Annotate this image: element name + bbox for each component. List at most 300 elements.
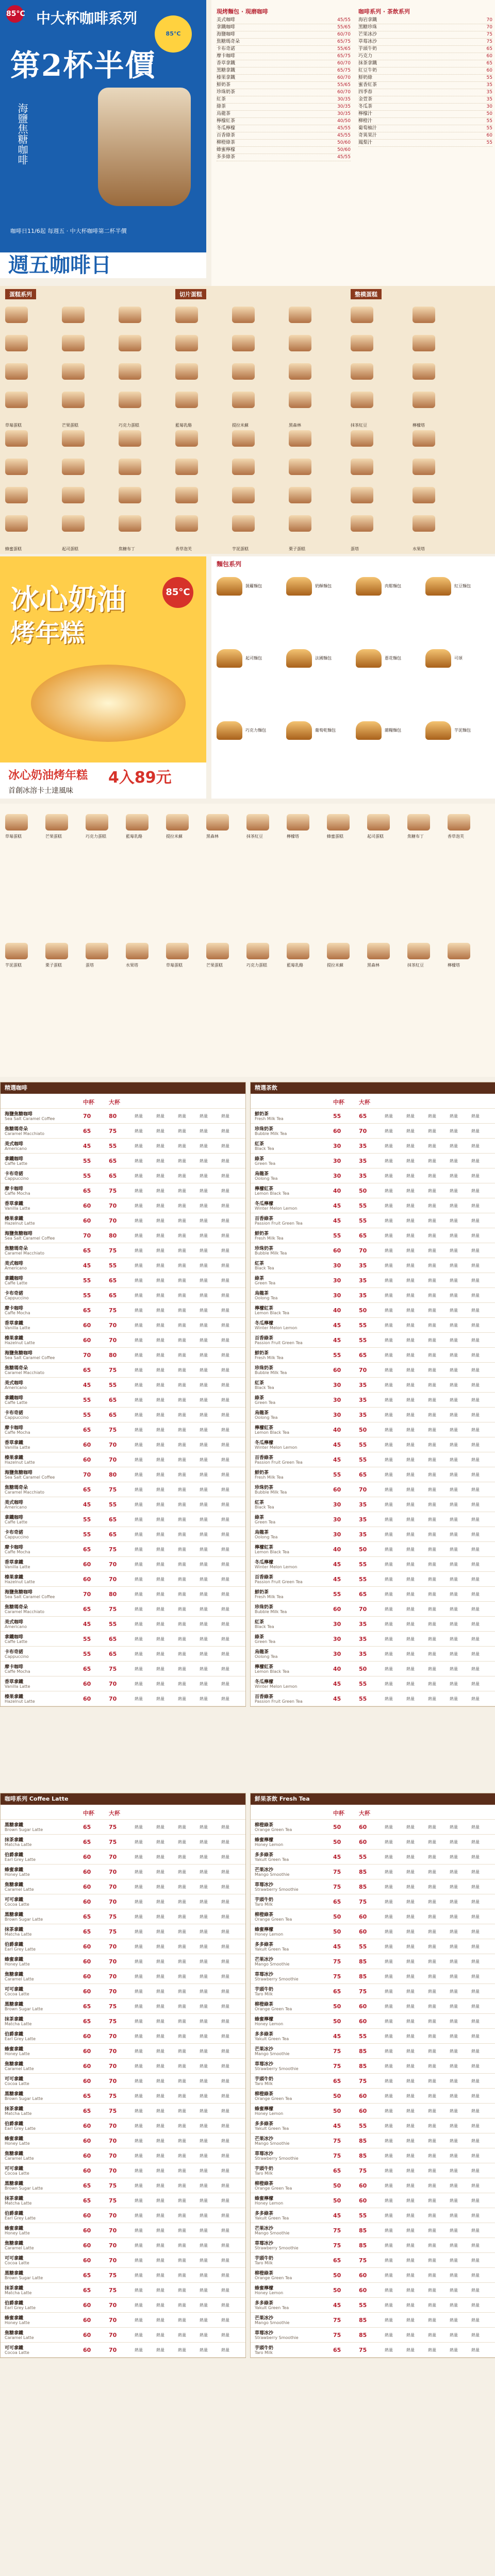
kcal-value: 熱量 <box>450 2064 458 2069</box>
kcal-value: 熱量 <box>156 1900 164 1904</box>
strip-product-image <box>206 943 229 959</box>
menu-item-price: 45/55 <box>337 126 351 131</box>
kcal-value: 熱量 <box>428 1293 436 1298</box>
price-m: 60 <box>83 2167 91 2174</box>
kcal-value: 熱量 <box>385 1870 393 1874</box>
kcal-value: 熱量 <box>450 1959 458 1964</box>
price-l: 55 <box>109 1382 117 1388</box>
price-m: 30 <box>333 1636 341 1642</box>
kcal-value: 熱量 <box>200 1218 208 1223</box>
price-row <box>251 2223 495 2238</box>
kcal-value: 熱量 <box>156 2019 164 2024</box>
price-m: 55 <box>333 1352 341 1359</box>
kcal-value: 熱量 <box>385 1989 393 1994</box>
price-l: 35 <box>359 1173 367 1179</box>
kcal-value: 熱量 <box>221 2303 229 2308</box>
kcal-value: 熱量 <box>178 1682 186 1686</box>
kcal-value: 熱量 <box>135 2288 143 2293</box>
price-l: 55 <box>359 1202 367 1209</box>
menu-row <box>358 46 492 53</box>
price-m: 60 <box>83 1696 91 1702</box>
menu-item-price: 65 <box>486 46 492 52</box>
item-english-name: Cappuccino <box>5 1296 29 1300</box>
menu-item-name: 抹茶拿鐵 <box>358 61 377 66</box>
menu-item-price: 60/70 <box>337 32 351 37</box>
menu-item-price: 55 <box>486 118 492 124</box>
price-row <box>251 2343 495 2358</box>
price-row <box>1 1835 245 1850</box>
kcal-value: 熱量 <box>178 1218 186 1223</box>
item-english-name: Brown Sugar Latte <box>5 2186 43 2191</box>
menu-item-price: 55 <box>486 75 492 80</box>
strip-product-image <box>246 943 269 959</box>
kcal-value: 熱量 <box>221 2273 229 2278</box>
kcal-value: 熱量 <box>156 1502 164 1507</box>
price-l: 70 <box>109 2332 117 2338</box>
price-l: 85 <box>359 2153 367 2159</box>
item-name: 鮮奶茶 <box>255 1231 269 1236</box>
price-m: 55 <box>83 1277 91 1284</box>
item-english-name: Passion Fruit Green Tea <box>255 1221 303 1226</box>
cake-name: 抹茶紅豆 <box>351 423 367 428</box>
item-name: 芋頭牛奶 <box>255 2166 274 2172</box>
kcal-value: 熱量 <box>156 1114 164 1118</box>
item-name: 鮮奶茶 <box>255 1470 269 1476</box>
menu-item-price: 35 <box>486 82 492 88</box>
strip-product-image <box>287 814 309 831</box>
kcal-value: 熱量 <box>178 1697 186 1701</box>
menu-row <box>358 31 492 39</box>
hero-headline: 第2杯半價 <box>10 48 156 83</box>
kcal-value: 熱量 <box>406 1129 415 1133</box>
price-l: 65 <box>359 1591 367 1598</box>
strip-product-name: 檸檬塔 <box>448 963 460 968</box>
kcal-value: 熱量 <box>135 1502 143 1507</box>
price-l: 75 <box>109 1247 117 1254</box>
kcal-value: 熱量 <box>221 1458 229 1462</box>
kcal-value: 熱量 <box>385 2333 393 2337</box>
item-english-name: Matcha Latte <box>5 2291 32 2295</box>
kcal-value: 熱量 <box>156 1293 164 1298</box>
kcal-value: 熱量 <box>406 1263 415 1268</box>
price-l: 55 <box>359 1456 367 1463</box>
kcal-value: 熱量 <box>221 1204 229 1208</box>
price-table-title: 鮮果茶飲 Fresh Tea <box>251 1793 495 1805</box>
kcal-value: 熱量 <box>200 1263 208 1268</box>
price-m: 45 <box>333 1442 341 1448</box>
kcal-value: 熱量 <box>450 1502 458 1507</box>
price-row <box>1 1850 245 1865</box>
item-name: 伯爵拿鐵 <box>5 1942 24 1947</box>
menu-row <box>358 53 492 60</box>
item-name: 蜂蜜拿鐵 <box>5 2047 24 2052</box>
price-row <box>1 2163 245 2178</box>
kcal-value: 熱量 <box>385 1248 393 1253</box>
price-m: 75 <box>333 2048 341 2055</box>
kcal-value: 熱量 <box>156 1204 164 1208</box>
strip-product-name: 起司蛋糕 <box>367 834 384 839</box>
kcal-value: 熱量 <box>200 1189 208 1193</box>
kcal-value: 熱量 <box>450 2213 458 2218</box>
menu-item-price: 65/75 <box>337 68 351 73</box>
kcal-value: 熱量 <box>135 1278 143 1283</box>
kcal-value: 熱量 <box>156 1652 164 1656</box>
kcal-value: 熱量 <box>156 1174 164 1178</box>
kcal-value: 熱量 <box>450 1159 458 1163</box>
kcal-value: 熱量 <box>200 1532 208 1537</box>
kcal-value: 熱量 <box>406 1323 415 1328</box>
kcal-value: 熱量 <box>221 1900 229 1904</box>
strip-product-name: 焦糖布丁 <box>407 834 424 839</box>
cake-name: 起司蛋糕 <box>62 547 78 551</box>
kcal-value: 熱量 <box>450 1944 458 1949</box>
kcal-value: 熱量 <box>221 1840 229 1844</box>
hero-badge: 85°C <box>155 15 192 53</box>
cake-image <box>412 335 435 351</box>
kcal-value: 熱量 <box>385 2183 393 2188</box>
kcal-value: 熱量 <box>221 2213 229 2218</box>
kcal-value: 熱量 <box>471 2109 480 2113</box>
kcal-value: 熱量 <box>156 2034 164 2039</box>
kcal-value: 熱量 <box>406 2004 415 2009</box>
kcal-value: 熱量 <box>471 1218 480 1223</box>
price-m: 70 <box>83 1591 91 1598</box>
kcal-value: 熱量 <box>135 2333 143 2337</box>
kcal-value: 熱量 <box>471 1144 480 1148</box>
item-name: 多多綠茶 <box>255 1942 274 1947</box>
price-row <box>251 1243 495 1258</box>
kcal-value: 熱量 <box>156 2094 164 2098</box>
price-m: 50 <box>333 2182 341 2189</box>
price-row <box>251 1527 495 1542</box>
kcal-value: 熱量 <box>178 2124 186 2128</box>
item-english-name: Caramel Latte <box>5 2156 34 2161</box>
nian-gao-image <box>31 665 186 742</box>
kcal-value: 熱量 <box>156 1825 164 1829</box>
item-english-name: Strawberry Smoothie <box>255 2066 299 2071</box>
kcal-value: 熱量 <box>385 2139 393 2143</box>
strip-product-image <box>367 814 390 831</box>
item-english-name: Green Tea <box>255 1639 276 1644</box>
price-m: 45 <box>333 1576 341 1583</box>
kcal-value: 熱量 <box>135 2019 143 2024</box>
price-row <box>251 1894 495 1909</box>
kcal-value: 熱量 <box>221 2079 229 2083</box>
kcal-value: 熱量 <box>450 1144 458 1148</box>
item-name: 卡布奇諾 <box>5 1172 24 1177</box>
price-m: 45 <box>83 1501 91 1508</box>
price-row <box>1 1437 245 1452</box>
kcal-value: 熱量 <box>450 1885 458 1889</box>
kcal-value: 熱量 <box>200 1144 208 1148</box>
price-row <box>251 1939 495 1954</box>
kcal-value: 熱量 <box>135 2183 143 2188</box>
price-m: 45 <box>333 1217 341 1224</box>
price-m: 65 <box>83 2093 91 2099</box>
price-m: 30 <box>333 1158 341 1164</box>
strip-product-image <box>45 814 68 831</box>
cake-image <box>412 392 435 408</box>
kcal-value: 熱量 <box>178 1189 186 1193</box>
price-m: 60 <box>333 1606 341 1613</box>
kcal-value: 熱量 <box>385 2288 393 2293</box>
kcal-value: 熱量 <box>428 2094 436 2098</box>
kcal-value: 熱量 <box>200 2124 208 2128</box>
kcal-value: 熱量 <box>221 1825 229 1829</box>
price-row <box>1 1632 245 1647</box>
bread-name: 雜糧麵包 <box>385 728 401 733</box>
price-row <box>1 2104 245 2119</box>
item-english-name: Yakult Green Tea <box>255 1857 289 1862</box>
kcal-value: 熱量 <box>450 2139 458 2143</box>
kcal-value: 熱量 <box>178 2213 186 2218</box>
price-m: 45 <box>333 1337 341 1344</box>
strip-product-name: 栗子蛋糕 <box>45 963 62 968</box>
price-m: 50 <box>333 1839 341 1845</box>
kcal-value: 熱量 <box>450 1248 458 1253</box>
price-row <box>1 1617 245 1632</box>
item-name: 海鹽焦糖咖啡 <box>5 1590 33 1595</box>
kcal-value: 熱量 <box>471 1338 480 1343</box>
kcal-value: 熱量 <box>385 1428 393 1432</box>
kcal-value: 熱量 <box>178 2348 186 2352</box>
item-english-name: Earl Grey Latte <box>5 1857 36 1862</box>
kcal-value: 熱量 <box>156 1697 164 1701</box>
kcal-value: 熱量 <box>200 1159 208 1163</box>
cake-image <box>351 335 373 351</box>
price-l: 65 <box>359 1113 367 1120</box>
menu-item-name: 海鹽咖啡 <box>217 32 236 37</box>
price-l: 60 <box>359 2287 367 2294</box>
kcal-value: 熱量 <box>221 1159 229 1163</box>
cake-image <box>351 487 373 503</box>
price-l: 70 <box>109 1561 117 1568</box>
price-m: 45 <box>333 2302 341 2309</box>
kcal-value: 熱量 <box>156 1562 164 1567</box>
price-l: 85 <box>359 2048 367 2055</box>
price-row <box>251 2148 495 2163</box>
price-m: 60 <box>83 2302 91 2309</box>
item-english-name: Hazelnut Latte <box>5 1341 35 1345</box>
kcal-value: 熱量 <box>385 1218 393 1223</box>
price-l: 65 <box>109 1412 117 1418</box>
kcal-value: 熱量 <box>471 1667 480 1671</box>
price-l: 70 <box>109 2227 117 2234</box>
item-english-name: Honey Lemon <box>255 1842 284 1847</box>
kcal-value: 熱量 <box>428 2124 436 2128</box>
promo-title-2: 烤年糕 <box>10 619 85 648</box>
menu-item-price: 30/35 <box>337 111 351 116</box>
kcal-value: 熱量 <box>200 1368 208 1372</box>
kcal-value: 熱量 <box>450 2273 458 2278</box>
item-name: 珍珠奶茶 <box>255 1485 274 1490</box>
kcal-value: 熱量 <box>385 2168 393 2173</box>
price-m: 60 <box>83 2212 91 2219</box>
kcal-value: 熱量 <box>428 1532 436 1537</box>
kcal-value: 熱量 <box>200 2139 208 2143</box>
kcal-value: 熱量 <box>178 1592 186 1597</box>
kcal-value: 熱量 <box>178 1323 186 1328</box>
kcal-value: 熱量 <box>406 1248 415 1253</box>
menu-item-price: 75 <box>486 32 492 37</box>
price-row <box>251 1228 495 1243</box>
promo-title-1: 冰心奶油 <box>10 583 126 617</box>
price-row <box>1 1139 245 1154</box>
kcal-value: 熱量 <box>428 1443 436 1447</box>
price-m: 60 <box>83 2347 91 2353</box>
item-name: 百香綠茶 <box>255 1336 274 1341</box>
kcal-value: 熱量 <box>385 1278 393 1283</box>
kcal-value: 熱量 <box>406 1652 415 1656</box>
item-name: 芒果冰沙 <box>255 2137 274 2142</box>
bread-image <box>217 721 242 740</box>
price-m: 75 <box>333 2332 341 2338</box>
item-english-name: Green Tea <box>255 1281 276 1285</box>
kcal-value: 熱量 <box>221 1413 229 1417</box>
kcal-value: 熱量 <box>385 1855 393 1859</box>
kcal-value: 熱量 <box>178 2303 186 2308</box>
item-english-name: Honey Lemon <box>255 2291 284 2295</box>
kcal-value: 熱量 <box>221 1944 229 1949</box>
kcal-value: 熱量 <box>178 2258 186 2263</box>
cake-image <box>289 307 311 323</box>
menu-row <box>217 111 351 118</box>
price-row <box>251 2133 495 2148</box>
price-row <box>251 1288 495 1303</box>
price-m: 65 <box>83 1486 91 1493</box>
kcal-value: 熱量 <box>428 1517 436 1522</box>
price-m: 60 <box>83 2063 91 2070</box>
kcal-value: 熱量 <box>406 1487 415 1492</box>
price-m: 65 <box>83 1824 91 1831</box>
kcal-value: 熱量 <box>178 1353 186 1358</box>
menu-row <box>358 125 492 132</box>
kcal-value: 熱量 <box>428 1870 436 1874</box>
price-row <box>1 2089 245 2104</box>
kcal-value: 熱量 <box>200 1547 208 1552</box>
item-english-name: Caffe Latte <box>5 1400 28 1405</box>
price-l: 35 <box>359 1621 367 1628</box>
item-name: 可可拿鐵 <box>5 1987 24 1992</box>
kcal-value: 熱量 <box>200 2154 208 2158</box>
menu-item-price: 30 <box>486 104 492 109</box>
menu-item-price: 50 <box>486 111 492 116</box>
kcal-value: 熱量 <box>406 2124 415 2128</box>
kcal-value: 熱量 <box>178 1959 186 1964</box>
kcal-value: 熱量 <box>450 2168 458 2173</box>
strip-product-name: 藍莓乳酪 <box>287 963 303 968</box>
kcal-value: 熱量 <box>450 1398 458 1402</box>
kcal-value: 熱量 <box>156 1353 164 1358</box>
cake-image <box>412 430 435 447</box>
price-table <box>0 1082 246 1707</box>
item-english-name: Passion Fruit Green Tea <box>255 1580 303 1584</box>
kcal-value: 熱量 <box>178 2004 186 2009</box>
strip-product-name: 草莓蛋糕 <box>5 834 22 839</box>
menu-item-price: 65/75 <box>337 39 351 44</box>
kcal-value: 熱量 <box>200 2109 208 2113</box>
price-l: 70 <box>109 2302 117 2309</box>
menu-item-name: 鳳梨汁 <box>358 140 373 145</box>
kcal-value: 熱量 <box>156 1189 164 1193</box>
strip-product-name: 藍莓乳酪 <box>126 834 142 839</box>
kcal-value: 熱量 <box>135 1353 143 1358</box>
cake-image <box>351 307 373 323</box>
kcal-value: 熱量 <box>406 1870 415 1874</box>
kcal-value: 熱量 <box>221 1233 229 1238</box>
kcal-value: 熱量 <box>428 1682 436 1686</box>
item-english-name: Brown Sugar Latte <box>5 1827 43 1832</box>
kcal-value: 熱量 <box>428 1458 436 1462</box>
price-l: 35 <box>359 1636 367 1642</box>
price-l: 80 <box>109 1113 117 1120</box>
price-m: 75 <box>333 2063 341 2070</box>
kcal-value: 熱量 <box>135 2198 143 2203</box>
kcal-value: 熱量 <box>200 2168 208 2173</box>
kcal-value: 熱量 <box>471 1398 480 1402</box>
price-m: 60 <box>83 2153 91 2159</box>
kcal-value: 熱量 <box>135 1929 143 1934</box>
price-l: 35 <box>359 1516 367 1523</box>
kcal-value: 熱量 <box>428 1959 436 1964</box>
item-name: 美式咖啡 <box>5 1142 24 1147</box>
kcal-value: 熱量 <box>135 1263 143 1268</box>
price-l: 35 <box>359 1651 367 1657</box>
item-name: 芒果冰沙 <box>255 2316 274 2321</box>
menu-row <box>217 118 351 125</box>
menu-row <box>217 67 351 75</box>
price-l: 70 <box>109 1988 117 1995</box>
kcal-value: 熱量 <box>385 1144 393 1148</box>
kcal-value: 熱量 <box>200 1667 208 1671</box>
kcal-value: 熱量 <box>471 2213 480 2218</box>
price-row <box>1 1333 245 1348</box>
kcal-value: 熱量 <box>178 1532 186 1537</box>
item-english-name: Black Tea <box>255 1266 274 1270</box>
price-m: 65 <box>83 2197 91 2204</box>
strip-product-name: 黑森林 <box>367 963 380 968</box>
price-m: 70 <box>83 1232 91 1239</box>
kcal-value: 熱量 <box>135 1248 143 1253</box>
kcal-value: 熱量 <box>156 1233 164 1238</box>
kcal-value: 熱量 <box>221 1622 229 1626</box>
price-m: 60 <box>83 2138 91 2144</box>
kcal-value: 熱量 <box>135 1368 143 1372</box>
kcal-value: 熱量 <box>406 1502 415 1507</box>
item-name: 蜂蜜拿鐵 <box>5 2226 24 2231</box>
kcal-value: 熱量 <box>406 2273 415 2278</box>
item-name: 焦糖拿鐵 <box>5 2062 24 2067</box>
menu-item-name: 鮮奶茶 <box>217 82 231 88</box>
price-row <box>251 1437 495 1452</box>
kcal-value: 熱量 <box>428 1144 436 1148</box>
kcal-value: 熱量 <box>406 1577 415 1582</box>
kcal-value: 熱量 <box>221 1428 229 1432</box>
item-name: 海鹽焦糖咖啡 <box>5 1231 33 1236</box>
kcal-value: 熱量 <box>428 2064 436 2069</box>
kcal-value: 熱量 <box>221 2049 229 2054</box>
kcal-value: 熱量 <box>450 1697 458 1701</box>
item-name: 拿鐵咖啡 <box>5 1276 24 1281</box>
kcal-value: 熱量 <box>156 1517 164 1522</box>
price-l: 70 <box>359 1486 367 1493</box>
menu-row <box>217 39 351 46</box>
bread-image <box>286 577 312 596</box>
kcal-value: 熱量 <box>406 2288 415 2293</box>
promo-badge: 85°C <box>162 577 193 608</box>
kcal-value: 熱量 <box>450 1189 458 1193</box>
kcal-value: 熱量 <box>406 1308 415 1313</box>
